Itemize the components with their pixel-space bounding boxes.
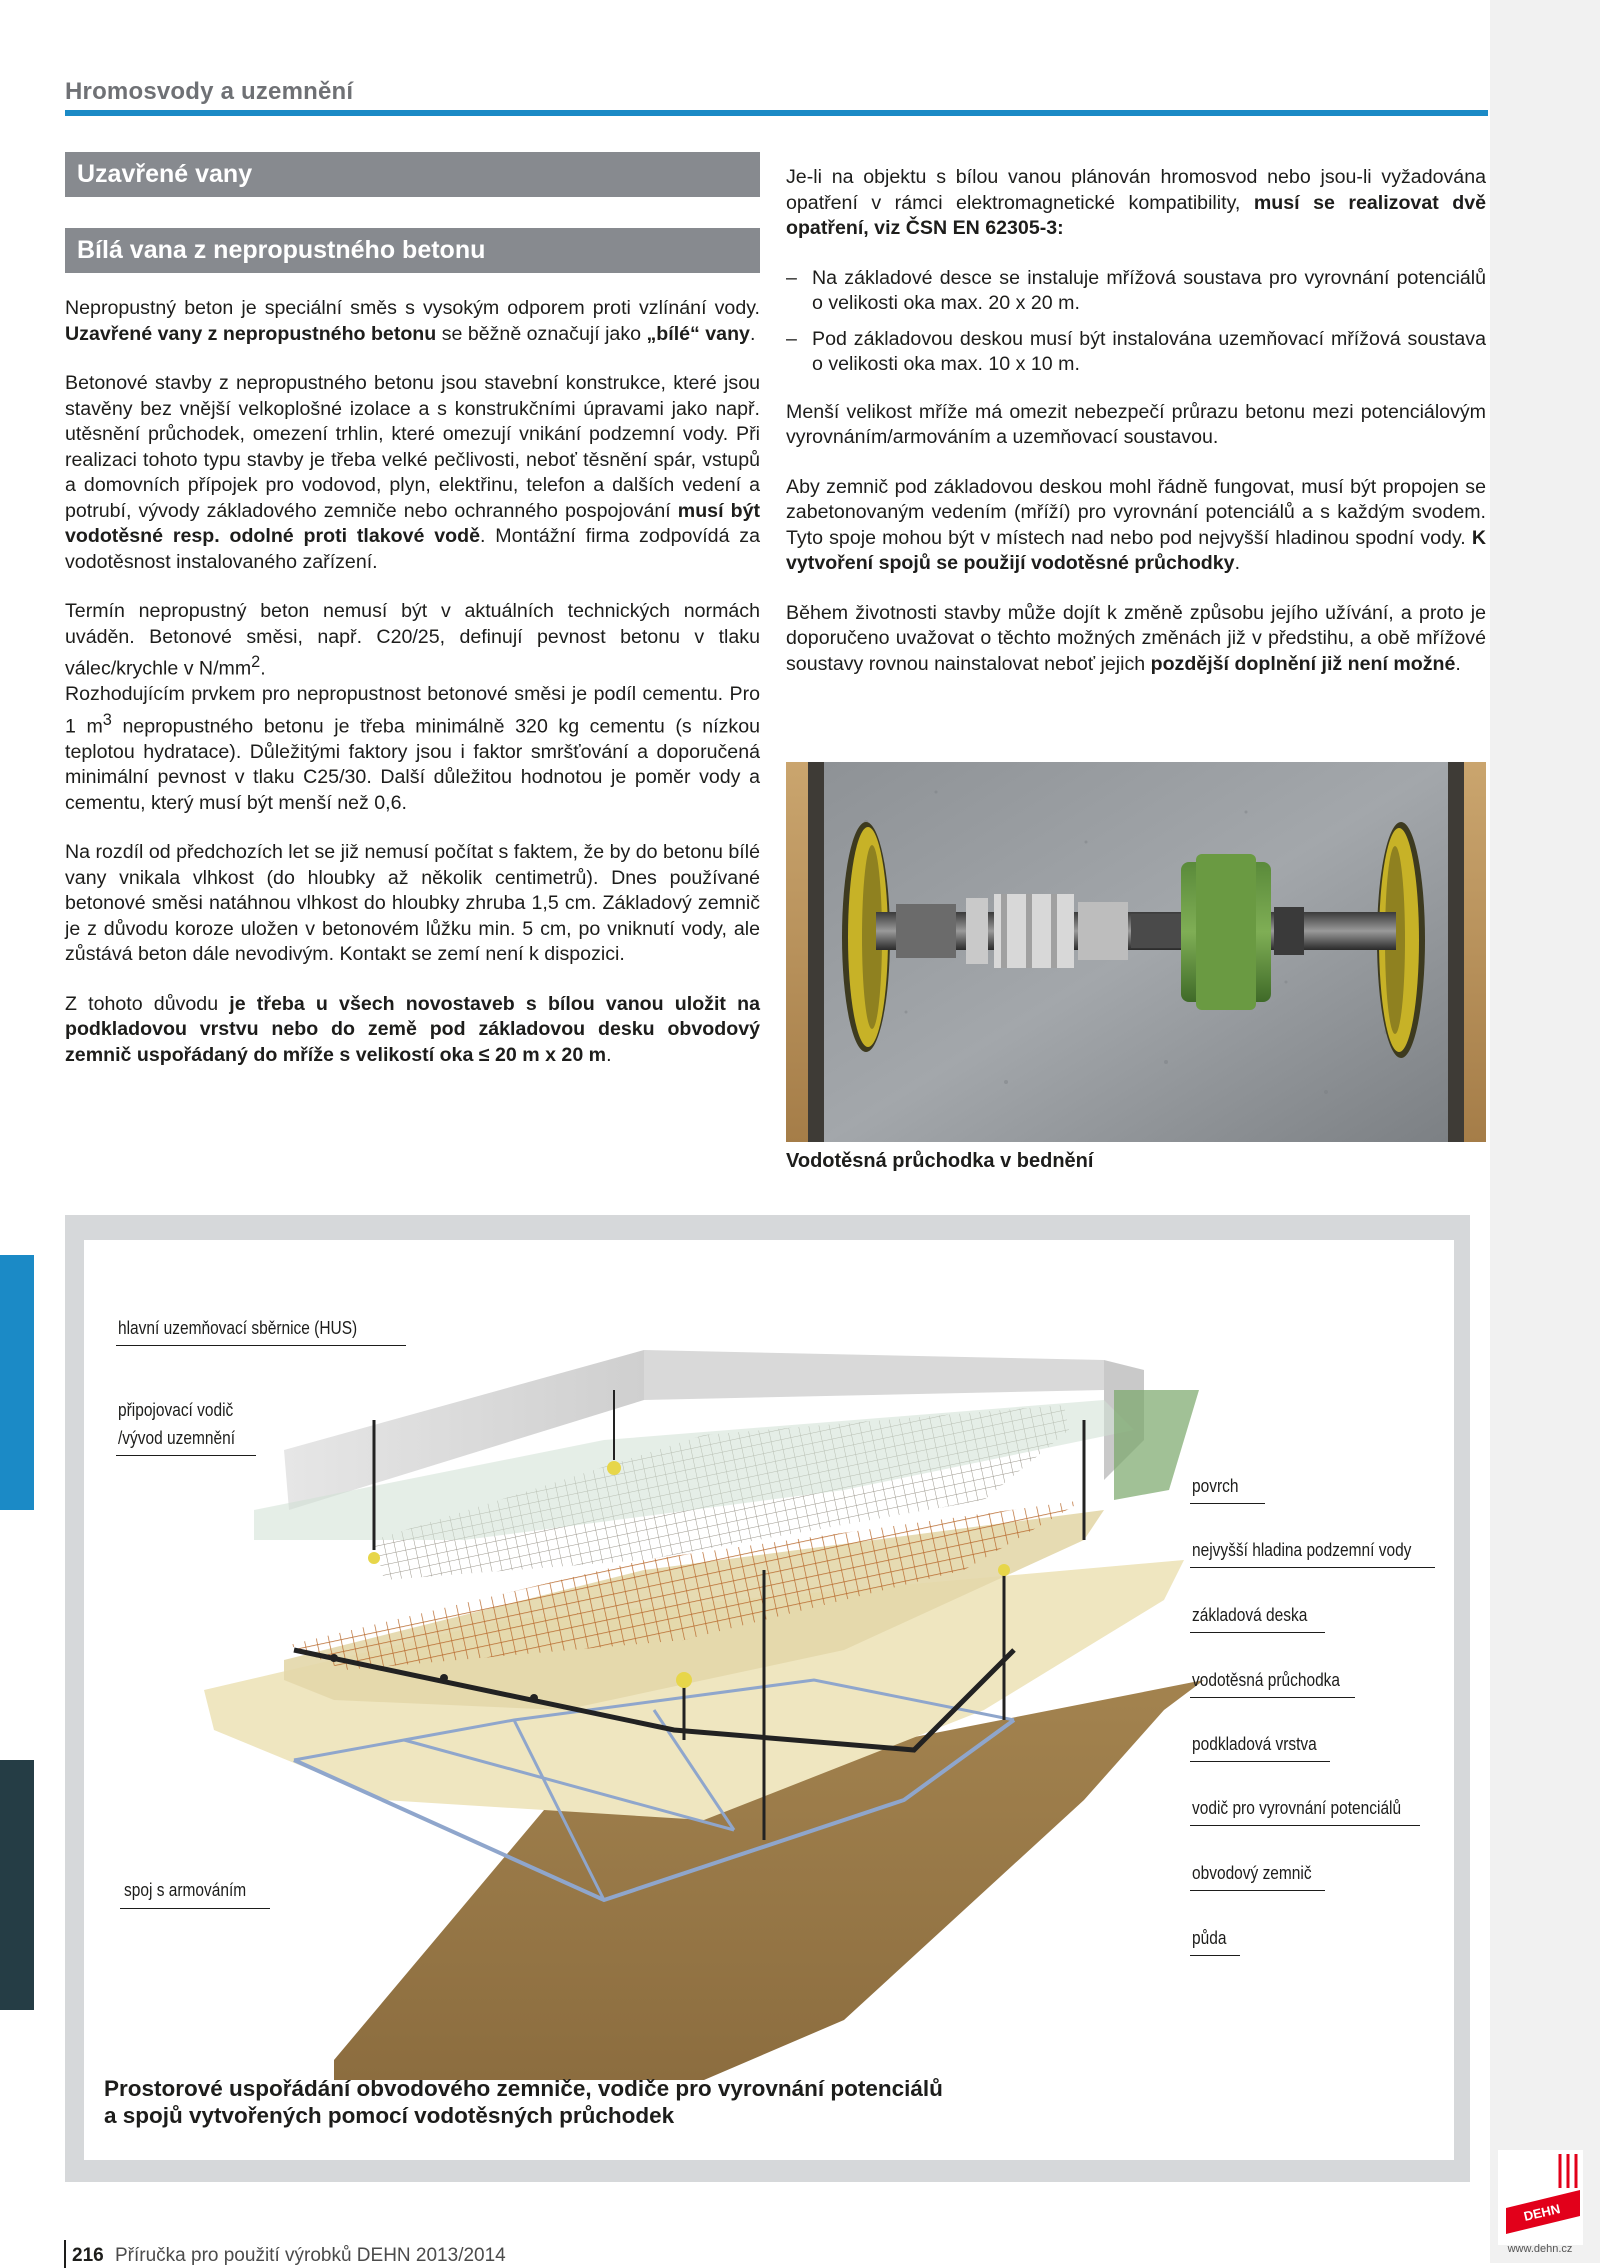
dehn-logo — [1498, 2150, 1583, 2245]
paragraph: Na rozdíl od předchozích let se již nemusí počítat s faktem, že by do betonu bílé vany vnikala vlhkost (do hloubky až několik centimetrů). Dnes používané betonové směsi natáhnou vlhkost do hloubky zhruba 1,5 cm. Základový zemnič je z důvodu koroze uložen v betonovém lůžku min. 5 cm, po vniknutí vody, ale zůstává beton dále nevodivým. Kontakt se zemí není k dispozici. — [65, 841, 760, 966]
building-wall-back — [644, 1350, 1104, 1400]
paragraph-text: Nepropustný beton je speciální směs s vysokým odporem proti vzlínání vody. — [65, 297, 760, 319]
list-item-text: Na základové desce se instaluje mřížová soustava pro vyrovnání potenciálů o velikosti oka max. 20 x 20 m. — [812, 266, 1486, 314]
label-underline — [120, 1908, 270, 1909]
list-item — [786, 327, 1486, 378]
watertight-feedthrough — [676, 1672, 692, 1688]
chapter-tab-dark — [0, 1760, 34, 2010]
label-underline — [1190, 1697, 1355, 1698]
label-ring-earth-electrode: obvodový zemnič — [1192, 1863, 1312, 1883]
dash-bullet: – — [786, 266, 797, 289]
paragraph-text: . — [749, 322, 756, 345]
label-underline — [1190, 1890, 1325, 1891]
paragraph-text: . Montážní firma zodpovídá za vodotěsnost instalovaného zařízení. — [65, 525, 761, 573]
photo-caption: Vodotěsná průchodka v bednění — [786, 1150, 1094, 1172]
label-connection-conductor-1: připojovací vodič — [118, 1400, 234, 1420]
paragraph-text: Z tohoto důvodu — [65, 992, 230, 1015]
website-url: www.dehn.cz — [1507, 2243, 1573, 2255]
page-number: 216 — [72, 2245, 104, 2266]
list-item-text: Pod základovou deskou musí být instalována uzemňovací mřížová soustava o velikosti oka max. 10 x 10 m. — [812, 327, 1486, 375]
paragraph-text: . — [1455, 652, 1461, 675]
watertight-feedthrough — [998, 1564, 1010, 1576]
paragraph-text: Termín nepropustný beton nemusí být v aktuálních technických normách uváděn. Betonové směsi, např. C20/25, definují pevnost betonu v tlaku válec/krychle v N/mm — [65, 600, 760, 680]
paragraph-text: se běžně označují jako — [436, 322, 647, 345]
label-main-earthing-busbar: hlavní uzemňovací sběrnice (HUS) — [118, 1318, 358, 1338]
paragraph — [786, 601, 1486, 678]
header-rule — [65, 110, 1488, 116]
list-item — [786, 266, 1486, 317]
section-heading-closed-tanks: Uzavřené vany — [65, 152, 760, 197]
paragraph-text: . — [606, 1043, 612, 1066]
label-groundwater: nejvyšší hladina podzemní vody — [1192, 1540, 1412, 1560]
right-margin — [1490, 0, 1600, 2263]
label-underline — [1190, 1503, 1265, 1504]
figure-caption-line: Prostorové uspořádání obvodového zemniče, vodiče pro vyrovnání potenciálů — [104, 2076, 943, 2101]
paragraph-text: Rozhodujícím prvkem pro nepropustnost betonové směsi je podíl cementu. Pro 1 m — [65, 683, 760, 738]
label-surface: povrch — [1192, 1476, 1239, 1496]
paragraph-text: Betonové stavby z nepropustného betonu jsou stavební konstrukce, které jsou stavěny bez vnější velkoplošné izolace a s konstrukčními úpravami jako např. utěsnění průchodek, omezení trhlin, které omezují vnikání podzemní vody. Při realizaci tohoto typu stavby je třeba velké pečlivosti, neboť těsnění spár, vstupů a domovních přípojek pro vodovod, plyn, elektřinu, telefon a dalších vedení a potrubí, vývody základového zemniče nebo ochranného pospojování — [65, 372, 760, 522]
paragraph-text: Během životnosti stavby může dojít k změně způsobu jejího užívání, a proto je doporučeno uvažovat o těchto možných změnách již v předstihu, a obě mřížové soustavy rovnou nainstalovat neboť jejich — [786, 601, 1486, 675]
paragraph — [65, 296, 760, 347]
label-equipotential-conductor: vodič pro vyrovnání potenciálů — [1192, 1798, 1402, 1818]
label-underline — [116, 1455, 256, 1456]
paragraph — [786, 165, 1486, 242]
label-underline — [1190, 1955, 1240, 1956]
label-soil: půda — [1192, 1928, 1227, 1948]
paragraph-text: . — [260, 657, 266, 680]
footer — [72, 2245, 506, 2267]
bold-text: „bílé“ vany — [646, 322, 750, 345]
bold-text: pozdější doplnění již není možné — [1150, 652, 1456, 675]
chapter-tab-blue — [0, 1255, 34, 1510]
foundation-earthing-diagram — [84, 1240, 1454, 2080]
label-underline — [1190, 1761, 1330, 1762]
paragraph — [786, 475, 1486, 577]
bold-text: je třeba u všech novostaveb s bílou vanou uložit na podkladovou vrstvu nebo do země pod základovou desku obvodový zemnič uspořádaný do mříže s velikostí oka ≤ 20 m x 20 m — [65, 992, 760, 1066]
left-column — [65, 296, 760, 1092]
paragraph — [65, 371, 760, 575]
paragraph: Menší velikost mříže má omezit nebezpečí průrazu betonu mezi potenciálovým vyrovnáním/armováním a uzemňovací soustavou. — [786, 400, 1486, 448]
paragraph-text: nepropustného betonu je třeba minimálně 320 kg cementu (s nízkou teplotou hydratace). Důležitými faktory jsou i faktor smršťování a doporučená minimální pevnost v tlaku C25/30. Další důležitou hodnotou je poměr vody a cementu, který musí být menší než 0,6. — [65, 715, 760, 814]
label-underline — [1190, 1632, 1325, 1633]
bold-text: Uzavřené vany z nepropustného betonu — [65, 322, 437, 345]
bold-text: musí se realizovat dvě opatření, viz ČSN EN 62305-3: — [786, 191, 1486, 239]
paragraph — [65, 992, 760, 1069]
section-heading-white-tank: Bílá vana z nepropustného betonu — [65, 228, 760, 273]
footer-title: Příručka pro použití výrobků DEHN 2013/2014 — [114, 2245, 506, 2266]
label-underline — [1190, 1567, 1435, 1568]
label-blinding-layer: podkladová vrstva — [1192, 1734, 1317, 1754]
paragraph — [65, 599, 760, 682]
label-rebar-connection: spoj s armováním — [124, 1880, 247, 1900]
main-earthing-busbar — [607, 1461, 621, 1475]
watertight-feedthrough — [368, 1552, 380, 1564]
paragraph — [65, 682, 760, 816]
rebar-connection-point — [530, 1694, 538, 1702]
label-watertight-feedthrough: vodotěsná průchodka — [1192, 1670, 1341, 1690]
measures-list — [786, 266, 1486, 378]
footer-divider — [64, 2240, 66, 2268]
feedthrough-photo — [786, 762, 1486, 1142]
label-foundation-slab: základová deska — [1192, 1605, 1308, 1625]
superscript: 2 — [251, 653, 261, 671]
superscript: 3 — [102, 710, 112, 729]
page-header-title: Hromosvody a uzemnění — [65, 78, 354, 105]
label-underline — [116, 1345, 406, 1346]
right-column — [786, 165, 1486, 701]
figure-caption-line: a spojů vytvořených pomocí vodotěsných průchodek — [104, 2103, 675, 2128]
rebar-connection-point — [440, 1674, 448, 1682]
paragraph-text: Aby zemnič pod základovou deskou mohl řádně fungovat, musí být propojen se zabetonovaným vedením (mříží) pro vyrovnání potenciálů a s každým svodem. Tyto spoje mohou být v místech nad nebo pod nejvyšší hladinou spodní vody. — [786, 475, 1486, 549]
logo-text: DEHN — [1522, 2201, 1562, 2224]
rebar-connection-point — [330, 1654, 338, 1662]
paragraph-text: . — [1234, 552, 1241, 574]
figure-caption — [104, 2075, 1104, 2129]
bold-text: K vytvoření spojů se použijí vodotěsné průchodky — [786, 526, 1486, 574]
groundwater-level — [1114, 1390, 1199, 1500]
dash-bullet: – — [786, 327, 797, 350]
label-connection-conductor-2: /vývod uzemnění — [118, 1428, 236, 1448]
paragraph-text: Je-li na objektu s bílou vanou plánován hromosvod nebo jsou-li vyžadována opatření v rámci elektromagnetické kompatibility, — [786, 166, 1486, 214]
label-underline — [1190, 1825, 1420, 1826]
bold-text: musí být vodotěsné resp. odolné proti tlakové vodě — [65, 499, 760, 547]
